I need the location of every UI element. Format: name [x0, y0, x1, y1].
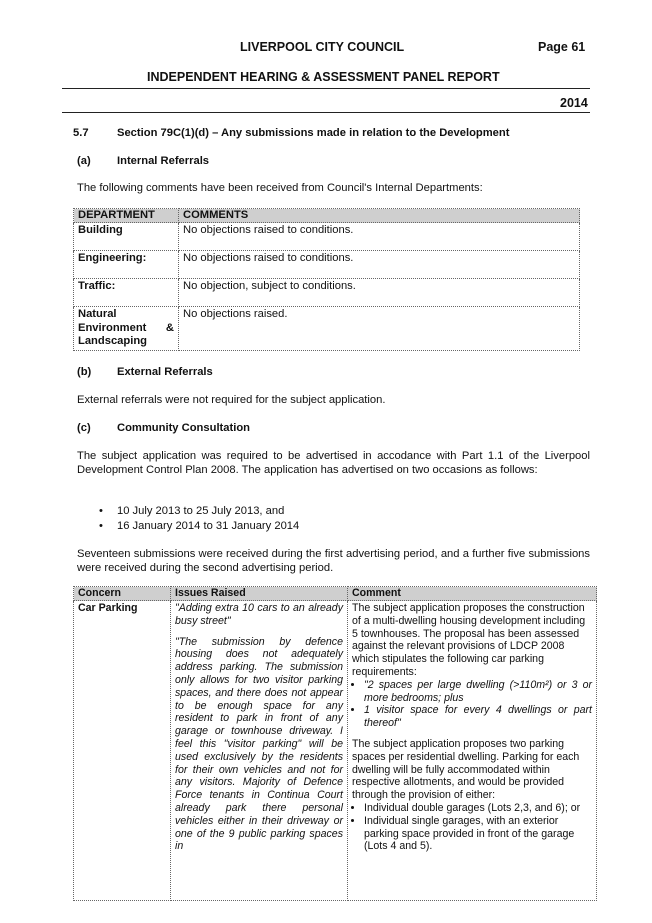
external-heading: External Referrals	[117, 366, 213, 378]
internal-intro: The following comments have been received from Council's Internal Departments:	[77, 182, 483, 194]
column-header-department: DEPARTMENT	[74, 209, 179, 223]
comment-cell: No objections raised.	[179, 307, 580, 351]
submissions-table	[73, 586, 597, 901]
community-label: (c)	[77, 422, 91, 434]
internal-heading: Internal Referrals	[117, 155, 210, 167]
section-title: Section 79C(1)(d) – Any submissions made in relation to the Development	[117, 127, 510, 139]
department-cell: Engineering:	[74, 251, 179, 279]
submissions-summary: Seventeen submissions were received during the first advertising period, and a further five submissions were received during the second advertising period.	[77, 548, 590, 574]
table-row	[74, 307, 580, 351]
comment-list	[352, 802, 592, 853]
comment-cell: No objections raised to conditions.	[179, 223, 580, 251]
internal-label: (a)	[77, 155, 91, 167]
external-label: (b)	[77, 366, 92, 378]
column-header-comments: COMMENTS	[179, 209, 580, 223]
comment-paragraph: The subject application proposes two parking spaces per residential dwelling. Parking for each dwelling will be fully accommodated within respective allotments, and would be provided through the provision of either:	[352, 737, 580, 802]
header-rule-bottom	[62, 112, 590, 113]
department-cell: Building	[74, 223, 179, 251]
report-year: 2014	[560, 96, 588, 110]
list-item: • 1 visitor space for every 4 dwellings or part thereof"	[364, 704, 592, 730]
bullet-dot: •	[99, 505, 103, 517]
list-item: • "2 spaces per large dwelling (>110m²) or 3 or more bedrooms; plus	[364, 679, 592, 705]
list-item: • Individual double garages (Lots 2,3, and 6); or	[364, 802, 592, 815]
issue-quote: "The submission by defence housing does not adequately address parking. The submission only allows for two visitor parking spaces, and there does not appear to be enough space for any resident to park in front of any garage or townhouse driveway. I feel this "visitor parking" will be used exclusively by the residents for their own vehicles and not for any visitors. Majority of Defence Force tenants in Continua Court already park there personal vehicles either in their driveway or one of the 9 public parking spaces in	[175, 635, 343, 853]
table-row	[74, 279, 580, 307]
comment-paragraph: The subject application proposes the construction of a multi-dwelling housing development including 5 townhouses. The proposal has been assessed against the relevant provisions of LDCP 2008 which stipulates the following car parking requirements:	[352, 602, 586, 678]
external-text: External referrals were not required for the subject application.	[77, 394, 386, 406]
bullet-dot: •	[99, 520, 103, 532]
column-header-concern: Concern	[74, 587, 171, 601]
bullet-item: 10 July 2013 to 25 July 2013, and	[117, 505, 285, 517]
comment-cell: No objections raised to conditions.	[179, 251, 580, 279]
section-number: 5.7	[73, 127, 89, 139]
internal-referrals-table	[73, 208, 580, 351]
comment-cell	[348, 601, 597, 901]
concern-cell: Car Parking	[74, 601, 171, 901]
issue-quote: "Adding extra 10 cars to an already busy street"	[175, 602, 343, 627]
column-header-issues: Issues Raised	[171, 587, 348, 601]
table-header-row	[74, 209, 580, 223]
community-heading: Community Consultation	[117, 422, 250, 434]
page-number: Page 61	[538, 40, 586, 54]
report-title: INDEPENDENT HEARING & ASSESSMENT PANEL REPORT	[147, 70, 500, 84]
table-row	[74, 601, 597, 901]
column-header-comment: Comment	[348, 587, 597, 601]
comment-cell: No objection, subject to conditions.	[179, 279, 580, 307]
community-paragraph: The subject application was required to be advertised in accodance with Part 1.1 of the Liverpool Development Control Plan 2008. The application has advertised on two occasions as follows:	[77, 450, 590, 476]
council-name: LIVERPOOL CITY COUNCIL	[240, 40, 405, 54]
table-row	[74, 223, 580, 251]
list-item: • Individual single garages, with an exterior parking space provided in front of the garage (Lots 4 and 5).	[364, 815, 592, 853]
header-rule-top	[62, 88, 590, 89]
bullet-item: 16 January 2014 to 31 January 2014	[117, 520, 300, 532]
department-cell: Traffic:	[74, 279, 179, 307]
comment-list	[352, 679, 592, 730]
issues-cell	[171, 601, 348, 901]
table-row	[74, 251, 580, 279]
department-cell: Natural Environment & Landscaping	[74, 307, 179, 351]
table-header-row	[74, 587, 597, 601]
